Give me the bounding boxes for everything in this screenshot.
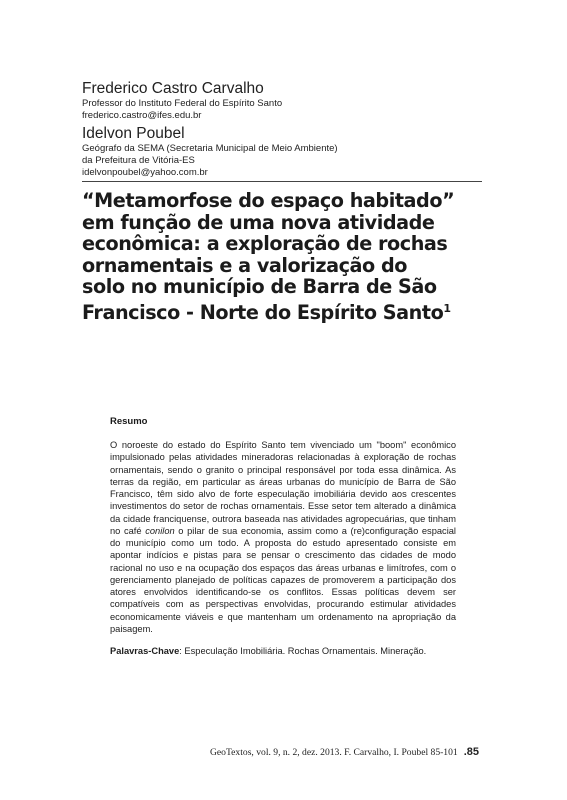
author-1 bbox=[82, 80, 482, 122]
author-2 bbox=[82, 125, 482, 179]
authors-section bbox=[82, 80, 482, 179]
author-email: idelvonpoubel@yahoo.com.br bbox=[82, 167, 208, 178]
keywords bbox=[110, 645, 456, 657]
keywords-label: Palavras-Chave bbox=[110, 646, 180, 656]
author-affiliation: da Prefeitura de Vitória-ES bbox=[82, 155, 195, 166]
title-line: em função de uma nova atividade bbox=[82, 210, 435, 234]
title-line: ornamentais e a valorização do bbox=[82, 253, 408, 277]
abstract-text: o pilar de sua economia, assim como a (re)configuração espacial do município como um todo. A proposta do estudo apresentado consiste em apontar indícios e pistas para se pensar o crescimento das cidades de modo racional no uso e na ocupação dos espaços das áreas urbanas e limítrofes, com o gerenciamento planejado de políticas capazes de promoverem a participação dos atores envolvidos identificando-se os conflitos. Essas políticas devem ser compatíveis com as perspectivas envolvidas, procurando estimular atividades economicamente viáveis e que mantenham um ordenamento na apropriação da paisagem. bbox=[110, 525, 456, 634]
footnote-mark[interactable]: 1 bbox=[443, 301, 451, 315]
abstract-body bbox=[110, 439, 456, 635]
title-line: “Metamorfose do espaço habitado” bbox=[82, 189, 455, 212]
abstract-text: O noroeste do estado do Espírito Santo tem vivenciado um "boom" econômico impulsionado pelas atividades mineradoras relacionadas à exploração de rochas ornamentais, sendo o granito o principal responsável por toda essa dinâmica. As terras da região, em particular as áreas urbanas do município de Barra de São Francisco, têm sido alvo de forte especulação imobiliária devido aos crescentes investimentos do setor de rochas ornamentais. Esse setor tem alterado a dinâmica da cidade franciquense, outrora baseada nas atividades agropecuárias, que tinham no café bbox=[110, 440, 456, 536]
footer-citation: GeoTextos, vol. 9, n. 2, dez. 2013. F. Carvalho, I. Poubel 85-101 bbox=[210, 747, 458, 758]
abstract-heading: Resumo bbox=[110, 416, 148, 427]
author-email: frederico.castro@ifes.edu.br bbox=[82, 110, 202, 121]
title-line: Francisco - Norte do Espírito Santo bbox=[82, 300, 444, 324]
keywords-text: : Especulação Imobiliária. Rochas Ornamentais. Mineração. bbox=[179, 646, 427, 656]
title-line: econômica: a exploração de rochas bbox=[82, 232, 448, 256]
title-line: solo no município de Barra de São bbox=[82, 275, 437, 299]
author-name: Frederico Castro Carvalho bbox=[82, 80, 264, 97]
author-name: Idelvon Poubel bbox=[82, 125, 185, 142]
page-footer bbox=[210, 746, 500, 758]
divider-rule bbox=[82, 181, 482, 182]
paper-title bbox=[82, 190, 492, 324]
abstract-section bbox=[110, 416, 456, 657]
author-affiliation: Geógrafo da SEMA (Secretaria Municipal de Meio Ambiente) bbox=[82, 143, 338, 154]
author-affiliation: Professor do Instituto Federal do Espírito Santo bbox=[82, 98, 283, 109]
page-number: .85 bbox=[463, 746, 479, 758]
abstract-italic-term: conilon bbox=[145, 525, 175, 536]
